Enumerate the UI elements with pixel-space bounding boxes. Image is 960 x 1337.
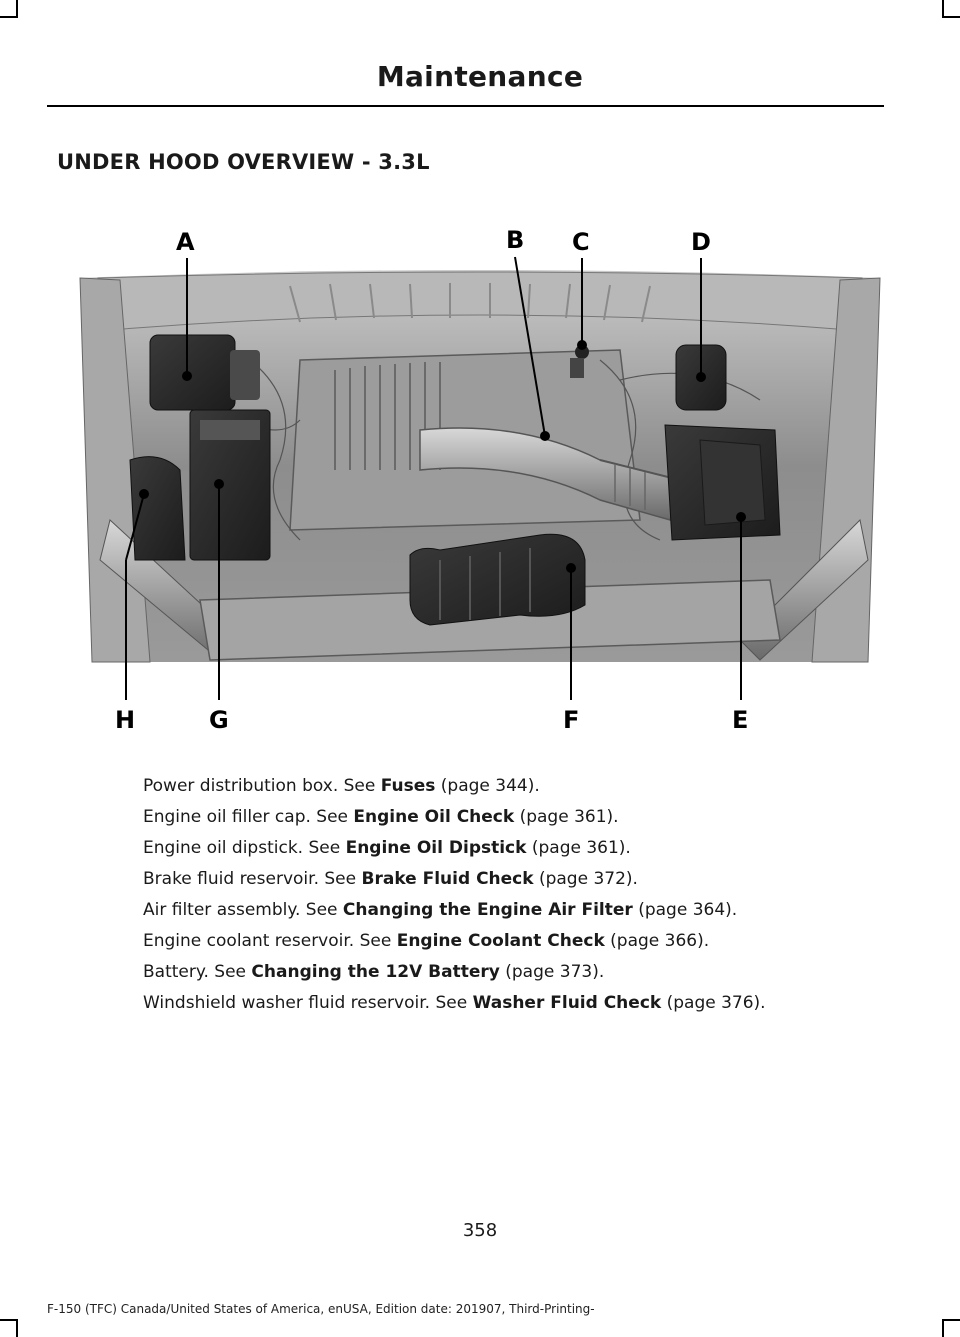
cross-reference-link[interactable]: Brake Fluid Check: [361, 869, 534, 889]
crop-mark-bl-h: [0, 1319, 18, 1321]
list-item-description: Windshield washer fluid reservoir. See Washer Fluid Check (page 376).: [143, 993, 766, 1013]
callout-label-e: E: [732, 706, 749, 734]
list-item-description: Engine oil filler cap. See Engine Oil Check (page 361).: [143, 807, 619, 827]
callout-label-a: A: [176, 228, 195, 256]
callout-label-d: D: [691, 228, 711, 256]
page-number: 358: [462, 1220, 498, 1241]
cross-reference-link[interactable]: Engine Coolant Check: [396, 931, 605, 951]
list-item-description: Engine coolant reservoir. See Engine Coolant Check (page 366).: [143, 931, 710, 951]
cross-reference-link[interactable]: Engine Oil Dipstick: [345, 838, 527, 858]
list-item-description: Engine oil dipstick. See Engine Oil Dipstick (page 361).: [143, 838, 631, 858]
cross-reference-link[interactable]: Washer Fluid Check: [472, 993, 662, 1013]
crop-mark-br-v: [942, 1319, 944, 1337]
callout-label-c: C: [572, 228, 590, 256]
crop-mark-bl-v: [16, 1319, 18, 1337]
cross-reference-link[interactable]: Changing the Engine Air Filter: [342, 900, 633, 920]
callout-label-b: B: [506, 226, 525, 254]
page-header-title: Maintenance: [376, 60, 584, 93]
callout-label-g: G: [209, 706, 229, 734]
list-item-description: Brake fluid reservoir. See Brake Fluid Check (page 372).: [143, 869, 638, 889]
list-item-description: Power distribution box. See Fuses (page 344).: [143, 776, 540, 796]
callout-label-h: H: [115, 706, 136, 734]
page-footer: F-150 (TFC) Canada/United States of America, enUSA, Edition date: 201907, Third-Printing-: [47, 1302, 595, 1316]
callout-label-f: F: [563, 706, 580, 734]
list-item-description: Air filter assembly. See Changing the Engine Air Filter (page 364).: [143, 900, 738, 920]
air-filter-assembly: [665, 425, 780, 540]
cross-reference-link[interactable]: Fuses: [380, 776, 436, 796]
crop-mark-br-h: [942, 1319, 960, 1321]
battery: [190, 410, 270, 560]
washer-fluid-reservoir: [130, 457, 185, 560]
section-title: UNDER HOOD OVERVIEW - 3.3L: [57, 150, 430, 174]
cross-reference-link[interactable]: Changing the 12V Battery: [251, 962, 500, 982]
list-item-description: Battery. See Changing the 12V Battery (page 373).: [143, 962, 605, 982]
cross-reference-link[interactable]: Engine Oil Check: [353, 807, 515, 827]
